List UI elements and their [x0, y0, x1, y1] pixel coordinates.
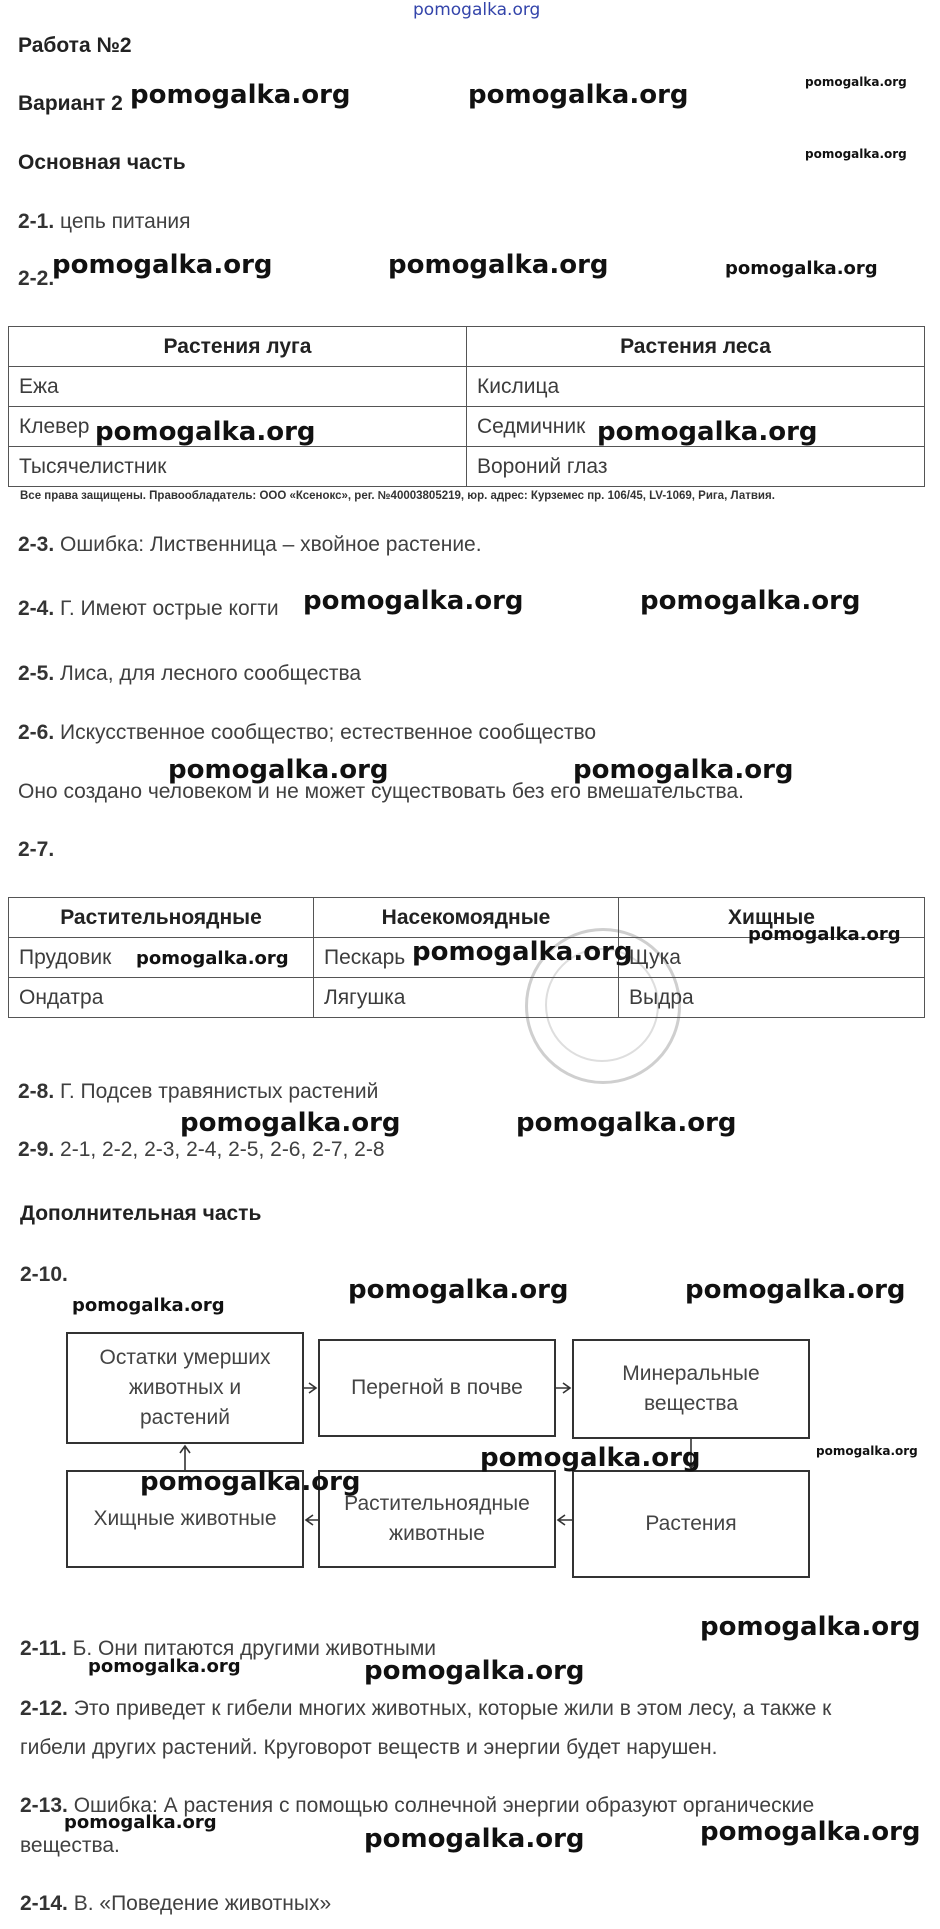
answer-number: 2-5. [18, 662, 55, 685]
watermark: pomogalka.org [725, 258, 878, 279]
watermark: pomogalka.org [52, 250, 273, 280]
arrow-remains-to-humus [304, 1383, 316, 1393]
variant-label: Вариант 2 [18, 92, 123, 115]
watermark: pomogalka.org [640, 586, 861, 616]
meadow-forest-table [8, 326, 925, 487]
answer-2-7-number: 2-7. [18, 838, 55, 861]
copyright-line: Все права защищены. Правообладатель: ООО «Ксенокс», рег. №40003805219, юр. адрес: Курземес пр. 106/45, LV-1069, Рига, Латвия. [20, 490, 775, 502]
answer-number: 2-11. [20, 1637, 67, 1660]
answer-text: Это приведет к гибели многих животных, которые жили в этом лесу, а также к [73, 1697, 832, 1720]
table-row [9, 978, 925, 1018]
answer-text: Ошибка: А растения с помощью солнечной энергии образуют органические [73, 1794, 815, 1817]
watermark: pomogalka.org [573, 755, 794, 785]
watermark: pomogalka.org [516, 1108, 737, 1138]
answer-2-8 [18, 1080, 378, 1104]
answer-2-13-line2: вещества. [20, 1834, 120, 1857]
answer-2-3 [18, 533, 482, 557]
table-cell: Ежа [9, 367, 467, 407]
answer-number: 2-14. [20, 1892, 68, 1915]
table-cell: Ондатра [9, 978, 314, 1018]
watermark: pomogalka.org [480, 1443, 701, 1473]
answer-2-14 [20, 1892, 331, 1916]
diagram-box-predators: Хищные животные [66, 1470, 304, 1568]
answer-number: 2-4. [18, 597, 55, 620]
arrow-herbivores-to-predators [306, 1515, 318, 1525]
answer-number: 2-13. [20, 1794, 68, 1817]
watermark: pomogalka.org [700, 1612, 921, 1642]
watermark: pomogalka.org [95, 417, 316, 447]
answer-number: 2-12. [20, 1697, 68, 1720]
answer-text: цепь питания [60, 210, 191, 233]
watermark: pomogalka.org [805, 147, 907, 161]
arrow-humus-to-minerals [556, 1383, 570, 1393]
answer-2-10-number: 2-10. [20, 1263, 68, 1286]
table-cell: Вороний глаз [467, 447, 925, 487]
watermark: pomogalka.org [364, 1824, 585, 1854]
answer-2-12-line2: гибели других растений. Круговорот веществ и энергии будет нарушен. [20, 1736, 718, 1759]
diagram-box-humus: Перегной в почве [318, 1339, 556, 1437]
work-title: Работа №2 [18, 34, 132, 57]
table-header-cell: Насекомоядные [314, 898, 619, 938]
table-row [9, 367, 925, 407]
watermark: pomogalka.org [348, 1275, 569, 1305]
diagram-box-herbivores: Растительноядные животные [318, 1470, 556, 1568]
watermark: pomogalka.org [168, 755, 389, 785]
answer-text: Б. Они питаются другими животными [72, 1637, 437, 1660]
watermark: pomogalka.org [64, 1812, 217, 1833]
watermark: pomogalka.org [136, 948, 289, 969]
answer-2-6 [18, 721, 596, 745]
watermark: pomogalka.org [748, 924, 901, 945]
table-row [9, 447, 925, 487]
watermark: pomogalka.org [685, 1275, 906, 1305]
answer-number: 2-9. [18, 1138, 55, 1161]
table-cell: Пескарь [314, 938, 619, 978]
answer-2-6-line2: Оно создано человеком и не может существовать без его вмешательства. [18, 780, 744, 803]
table-header-row [9, 327, 925, 367]
answer-text: Ошибка: Лиственница – хвойное растение. [60, 533, 482, 556]
watermark: pomogalka.org [468, 80, 689, 110]
watermark: pomogalka.org [130, 80, 351, 110]
section-extra-title: Дополнительная часть [20, 1202, 262, 1225]
answer-2-1 [18, 210, 191, 234]
table-cell: Выдра [619, 978, 925, 1018]
answer-number: 2-8. [18, 1080, 55, 1103]
answer-text: В. «Поведение животных» [73, 1892, 332, 1915]
answer-text: Лиса, для лесного сообщества [60, 662, 362, 685]
watermark: pomogalka.org [72, 1295, 225, 1316]
table-header-cell: Растения леса [467, 327, 925, 367]
watermark: pomogalka.org [180, 1108, 401, 1138]
top-watermark: pomogalka.org [413, 0, 541, 20]
answer-number: 2-1. [18, 210, 55, 233]
table-cell: Прудовик [9, 938, 314, 978]
answer-2-12 [20, 1697, 831, 1721]
table-header-cell: Хищные [619, 898, 925, 938]
table-cell: Седмичник [467, 407, 925, 447]
watermark: pomogalka.org [364, 1656, 585, 1686]
answer-number: 2-3. [18, 533, 55, 556]
answer-2-9 [18, 1138, 385, 1162]
answer-number: 2-6. [18, 721, 55, 744]
table-header-cell: Растения луга [9, 327, 467, 367]
table-cell: Лягушка [314, 978, 619, 1018]
answer-text: Искусственное сообщество; естественное сообщество [60, 721, 597, 744]
watermark: pomogalka.org [816, 1444, 918, 1458]
answer-2-2-number: 2-2. [18, 267, 55, 290]
watermark: pomogalka.org [88, 1656, 241, 1677]
answer-2-5 [18, 662, 361, 686]
table-cell: Клевер [9, 407, 467, 447]
table-header-cell: Растительноядные [9, 898, 314, 938]
table-cell: Щука [619, 938, 925, 978]
table-cell: Тысячелистник [9, 447, 467, 487]
table-cell: Кислица [467, 367, 925, 407]
answer-text: Г. Подсев травянистых растений [60, 1080, 379, 1103]
watermark: pomogalka.org [805, 75, 907, 89]
arrow-plants-to-herbivores [558, 1515, 572, 1525]
diagram-box-minerals: Минеральные вещества [572, 1339, 810, 1439]
diagram-box-plants: Растения [572, 1470, 810, 1578]
watermark: pomogalka.org [412, 937, 633, 967]
watermark: pomogalka.org [597, 417, 818, 447]
watermark: pomogalka.org [303, 586, 524, 616]
answer-text: Г. Имеют острые когти [60, 597, 279, 620]
section-main-title: Основная часть [18, 151, 186, 174]
answer-text: 2-1, 2-2, 2-3, 2-4, 2-5, 2-6, 2-7, 2-8 [60, 1138, 385, 1161]
diagram-box-remains: Остатки умерших животных и растений [66, 1332, 304, 1444]
watermark: pomogalka.org [140, 1467, 361, 1497]
answer-2-4 [18, 597, 279, 621]
watermark: pomogalka.org [388, 250, 609, 280]
watermark: pomogalka.org [700, 1817, 921, 1847]
